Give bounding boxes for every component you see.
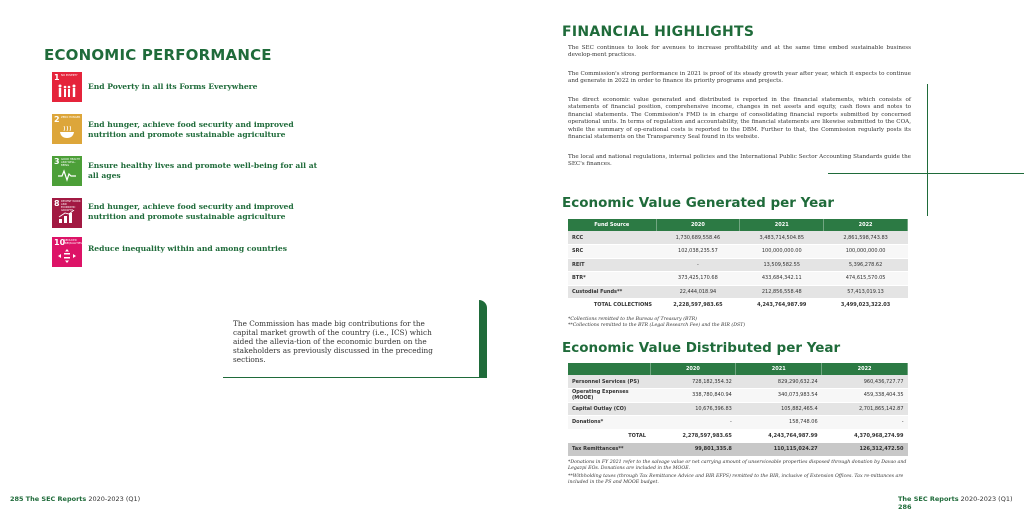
heartbeat-icon [57, 168, 77, 182]
decorative-horizontal-line [828, 173, 1024, 174]
paragraph-1: The SEC continues to look for avenues to increase profitability and at the same time embed sustainable business develop-ment practices. [568, 45, 911, 59]
right-page-number: 286 [898, 503, 912, 511]
column-header: 2021 [740, 219, 824, 231]
left-folio-brand: The SEC Reports [25, 495, 87, 503]
generated-note-2: **Collections remitted to the BTR (Legal Research Fee) and the BIR (DST) [568, 323, 746, 328]
sdg-8-text: End hunger, achieve food security and improved nutrition and promote sustainable agriculture [88, 202, 294, 221]
table-row: Capital Outlay (CO) 10,676,396.83 105,882,465.4 2,701,865,142.87 [568, 402, 908, 416]
paragraph-4: The local and national regulations, internal policies and the International Public Sector Accounting Standards guide the SEC's finances. [568, 154, 911, 168]
decorative-vertical-line [927, 84, 928, 216]
column-header [568, 363, 650, 375]
right-folio-brand: The SEC Reports [898, 495, 959, 503]
table-row: Personnel Services (PS) 728,182,354.32 829,290,632.24 960,436,727.77 [568, 375, 908, 389]
bowl-icon [57, 126, 77, 140]
table-row: Donations* - 158,748.06 - [568, 416, 908, 430]
sdg-1-tile: 1 NO POVERTY [52, 72, 82, 102]
paragraph-2: The Commission's strong performance in 2021 is proof of its steady growth year after year, which it expects to continue and generate in 2022 in order to finance its priority programs and projects. [568, 71, 911, 85]
sdg-3-text: Ensure healthy lives and promote well-being for all at all ages [88, 161, 318, 180]
quote-text: The Commission has made big contributions for the capital market growth of the country (i.e., ICS) which aided the allevia-tion of the economic burden on the stakeholders as previously discussed in the preceding sections. [233, 319, 433, 364]
left-folio-period: 2020-2023 (Q1) [86, 495, 141, 503]
column-header: 2020 [650, 363, 736, 375]
left-folio [10, 495, 140, 503]
distributed-note-1: *Donations in FY 2021 refer to the salvage value or net carrying amount of unserviceable properties disposed through donation by Davao and Legazpi EOs. Donations are included in the MOOE. [568, 460, 907, 472]
growth-chart-icon [57, 210, 77, 224]
total-row: TOTAL 2,278,597,983.65 4,243,764,987.99 4,370,968,274.99 [568, 429, 908, 443]
table-row: SRC 102,038,235.57 100,000,000.00 100,000,000.00 [568, 245, 908, 259]
table-row: REIT - 13,509,582.55 5,396,278.62 [568, 258, 908, 272]
column-header: 2022 [824, 219, 908, 231]
value-distributed-table [568, 363, 908, 457]
sdg-10-tile: 10 REDUCED INEQUALITIES [52, 237, 82, 267]
distributed-note-2: **Withholding taxes (through Tax Remittance Advice and BIR EFPS) remitted to the BIR, inclusive of Extension Offices. Tax re-mittances are included in the PS and MOOE budget. [568, 474, 904, 486]
total-row: TOTAL COLLECTIONS 2,228,597,983.65 4,243,764,987.99 3,499,023,322.03 [568, 299, 908, 313]
sdg-3-tile: 3 GOOD HEALTH AND WELL-BEING [52, 156, 82, 186]
paragraph-3: The direct economic value generated and distributed is reported in the financial statements, which consists of statements of financial position, comprehensive income, changes in net assets and equity, cash flows and notes to financial statements. The Commission's FMD is in charge of consolidating financial reports submitted by concerned operational units. In terms of regulation and accountability, the financial statements are likewise submitted to the COA, while the summary of op-erational costs is reported to the DBM. Further to that, the Commission regularly posts its financial statements on the Transparency Seal found in its website. [568, 97, 911, 141]
column-header: 2020 [656, 219, 740, 231]
economic-performance-title: ECONOMIC PERFORMANCE [44, 46, 272, 64]
table-row: Operating Expenses (MOOE) 338,780,840.94 340,073,983.54 459,338,404.35 [568, 389, 908, 403]
equality-icon [57, 249, 77, 263]
table-header-row [568, 219, 908, 231]
table-row: Custodial Funds** 22,444,018.94 212,856,558.48 57,413,019.13 [568, 285, 908, 299]
value-generated-table [568, 219, 908, 313]
value-generated-title: Economic Value Generated per Year [562, 195, 835, 211]
right-folio [898, 495, 1024, 511]
sdg-2-tile: 2 ZERO HUNGER [52, 114, 82, 144]
column-header: Fund Source [568, 219, 656, 231]
table-header-row [568, 363, 908, 375]
table-row: RCC 1,730,689,558.46 3,483,714,504.85 2,861,598,743.83 [568, 231, 908, 245]
sdg-10-text: Reduce inequality within and among countries [88, 244, 288, 253]
sdg-1-text: End Poverty in all its Forms Everywhere [88, 82, 258, 91]
left-page-number: 285 [10, 495, 24, 503]
tax-remittances-row: Tax Remittances** 99,801,335.8 110,115,024.27 126,312,472.50 [568, 443, 908, 457]
value-distributed-title: Economic Value Distributed per Year [562, 340, 841, 356]
column-header: 2022 [822, 363, 908, 375]
generated-note-1: *Collections remitted to the Bureau of Treasury (BTR) [568, 317, 697, 322]
table-row: BTR* 373,425,170.68 433,684,342.11 474,615,570.05 [568, 272, 908, 286]
financial-highlights-title: FINANCIAL HIGHLIGHTS [562, 24, 755, 40]
right-folio-period: 2020-2023 (Q1) [958, 495, 1013, 503]
sdg-2-text: End hunger, achieve food security and improved nutrition and promote sustainable agriculture [88, 120, 294, 139]
family-icon [57, 84, 77, 98]
sdg-8-tile: 8 DECENT WORK AND ECONOMIC GROWTH [52, 198, 82, 228]
column-header: 2021 [736, 363, 822, 375]
